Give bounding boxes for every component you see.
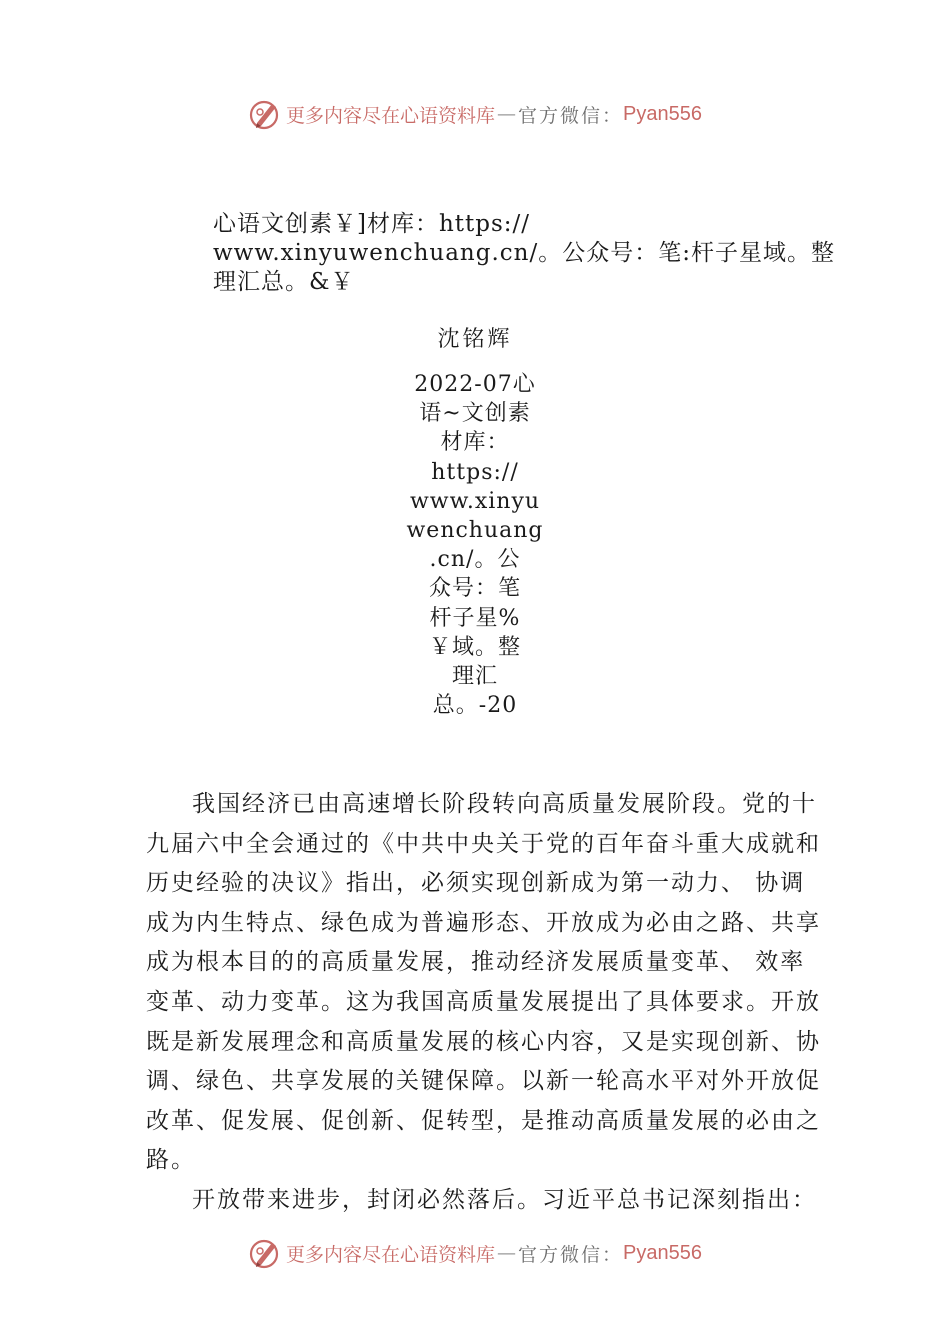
banner-separator: —: [497, 1242, 517, 1264]
banner-main-text: 更多内容尽在心语资料库: [286, 1243, 496, 1266]
narrow-line: www.xinyu: [409, 488, 541, 514]
narrow-line: 理汇: [451, 664, 498, 690]
narrow-line: wenchuang: [406, 518, 544, 544]
author-name: 沈铭辉: [437, 327, 513, 352]
banner-wechat-label: 官方微信：: [518, 104, 624, 127]
header-banner: [0, 94, 950, 134]
narrow-line: 语~文创素: [419, 401, 531, 427]
narrow-line: 材库：: [440, 430, 510, 456]
narrow-line: 总。-20: [432, 693, 518, 719]
narrow-line: ￥域。整: [428, 634, 521, 660]
pen-logo-icon: [248, 1236, 282, 1270]
article-body: [146, 785, 826, 1221]
narrow-line: 众号：笔: [428, 576, 521, 602]
narrow-line: 2022-07心: [414, 372, 536, 397]
pen-logo-icon: [248, 97, 282, 131]
narrow-column-text: [405, 370, 545, 720]
paragraph: 开放带来进步，封闭必然落后。习近平总书记深刻指出：: [192, 1186, 817, 1213]
narrow-line: .cn/。公: [429, 547, 521, 573]
footer-banner: [0, 1233, 950, 1273]
banner-wechat-label: 官方微信：: [518, 1243, 624, 1266]
banner-wechat-id: Pyan556: [623, 1241, 702, 1264]
source-note: 心语文创素￥]材库：https:// www.xinyuwenchuang.cn/。公众号：笔:杆子星域。整理汇总。&￥: [213, 211, 835, 295]
banner-separator: —: [497, 103, 517, 125]
banner-wechat-id: Pyan556: [623, 102, 702, 125]
banner-main-text: 更多内容尽在心语资料库: [286, 104, 496, 127]
narrow-line: https://: [431, 459, 519, 485]
narrow-line: 杆子星%: [429, 605, 521, 631]
paragraph: 我国经济已由高速增长阶段转向高质量发展阶段。党的十九届六中全会通过的《中共中央关于党的百年奋斗重大成就和历史经验的决议》指出，必须实现创新成为第一动力、 协调成为内生特点、绿色成为普遍形态、开放成为必由之路、共享成为根本目的的高质量发展，推动经济发展质量变革、 效率变革、动力变革。这为我国高质量发展提出了具体要求。开放既是新发展理念和高质量发展的核心内容，又是实现创新、协调、绿色、共享发展的关键保障。以新一轮高水平对外开放促改革、促发展、促创新、促转型，是推动高质量发展的必由之路。: [146, 791, 821, 1174]
